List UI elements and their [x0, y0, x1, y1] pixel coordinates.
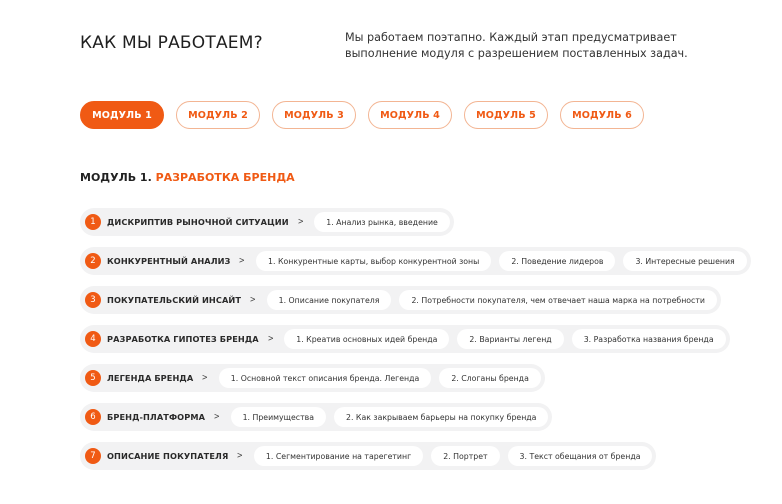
step-row: [80, 247, 751, 275]
step-row: [80, 442, 656, 470]
step-subitem[interactable]: 1. Анализ рынка, введение: [314, 212, 450, 232]
tab-module-4[interactable]: МОДУЛЬ 4: [368, 101, 452, 129]
step-title: РАЗРАБОТКА ГИПОТЕЗ БРЕНДА: [107, 334, 259, 344]
step-subitem[interactable]: 2. Поведение лидеров: [499, 251, 615, 271]
step-number-badge: 5: [85, 370, 101, 386]
step-subitem[interactable]: 3. Интересные решения: [623, 251, 746, 271]
step-title: БРЕНД-ПЛАТФОРМА: [107, 412, 206, 422]
step-row: [80, 364, 545, 392]
step-title: КОНКУРЕНТНЫЙ АНАЛИЗ: [107, 256, 231, 266]
step-number-badge: 1: [85, 214, 101, 230]
step-title: ОПИСАНИЕ ПОКУПАТЕЛЯ: [107, 451, 229, 461]
step-number-badge: 7: [85, 448, 101, 464]
steps-list: [80, 208, 751, 481]
tab-module-1[interactable]: МОДУЛЬ 1: [80, 101, 164, 129]
tab-module-3[interactable]: МОДУЛЬ 3: [272, 101, 356, 129]
step-subitem[interactable]: 1. Сегментирование на тарегетинг: [254, 446, 423, 466]
step-number-badge: 3: [85, 292, 101, 308]
step-subitem[interactable]: 2. Варианты легенд: [457, 329, 563, 349]
module-tabs: [80, 101, 644, 129]
step-subitem[interactable]: 3. Текст обещания от бренда: [508, 446, 653, 466]
step-subitem[interactable]: 3. Разработка названия бренда: [572, 329, 726, 349]
step-title: ПОКУПАТЕЛЬСКИЙ ИНСАЙТ: [107, 295, 242, 305]
step-subitem[interactable]: 2. Как закрываем барьеры на покупку бренда: [334, 407, 548, 427]
step-subitem[interactable]: 1. Основной текст описания бренда. Легенда: [219, 368, 432, 388]
step-row: [80, 208, 454, 236]
step-number-badge: 2: [85, 253, 101, 269]
step-subitem[interactable]: 1. Креатив основных идей бренда: [284, 329, 449, 349]
module-prefix: МОДУЛЬ 1.: [80, 171, 152, 184]
tab-module-6[interactable]: МОДУЛЬ 6: [560, 101, 644, 129]
step-row: [80, 325, 730, 353]
step-title: ЛЕГЕНДА БРЕНДА: [107, 373, 194, 383]
step-subitem[interactable]: 2. Слоганы бренда: [439, 368, 541, 388]
step-subitem[interactable]: 1. Преимущества: [231, 407, 326, 427]
module-name: РАЗРАБОТКА БРЕНДА: [155, 171, 295, 184]
step-subitem[interactable]: 1. Описание покупателя: [267, 290, 392, 310]
module-heading: [80, 171, 295, 184]
step-number-badge: 6: [85, 409, 101, 425]
step-subitem[interactable]: 2. Портрет: [431, 446, 499, 466]
intro-text: Мы работаем поэтапно. Каждый этап предусматривает выполнение модуля с разрешением поставленных задач.: [345, 31, 688, 60]
tab-module-5[interactable]: МОДУЛЬ 5: [464, 101, 548, 129]
step-subitem[interactable]: 1. Конкурентные карты, выбор конкурентной зоны: [256, 251, 491, 271]
chevron-right-icon: >: [297, 217, 304, 227]
step-number-badge: 4: [85, 331, 101, 347]
chevron-right-icon: >: [237, 451, 244, 461]
chevron-right-icon: >: [239, 256, 246, 266]
step-title: ДИСКРИПТИВ РЫНОЧНОЙ СИТУАЦИИ: [107, 217, 289, 227]
page-title: КАК МЫ РАБОТАЕМ?: [80, 33, 263, 53]
step-row: [80, 286, 721, 314]
chevron-right-icon: >: [202, 373, 209, 383]
chevron-right-icon: >: [267, 334, 274, 344]
chevron-right-icon: >: [249, 295, 256, 305]
chevron-right-icon: >: [213, 412, 220, 422]
step-row: [80, 403, 552, 431]
tab-module-2[interactable]: МОДУЛЬ 2: [176, 101, 260, 129]
step-subitem[interactable]: 2. Потребности покупателя, чем отвечает наша марка на потребности: [399, 290, 717, 310]
